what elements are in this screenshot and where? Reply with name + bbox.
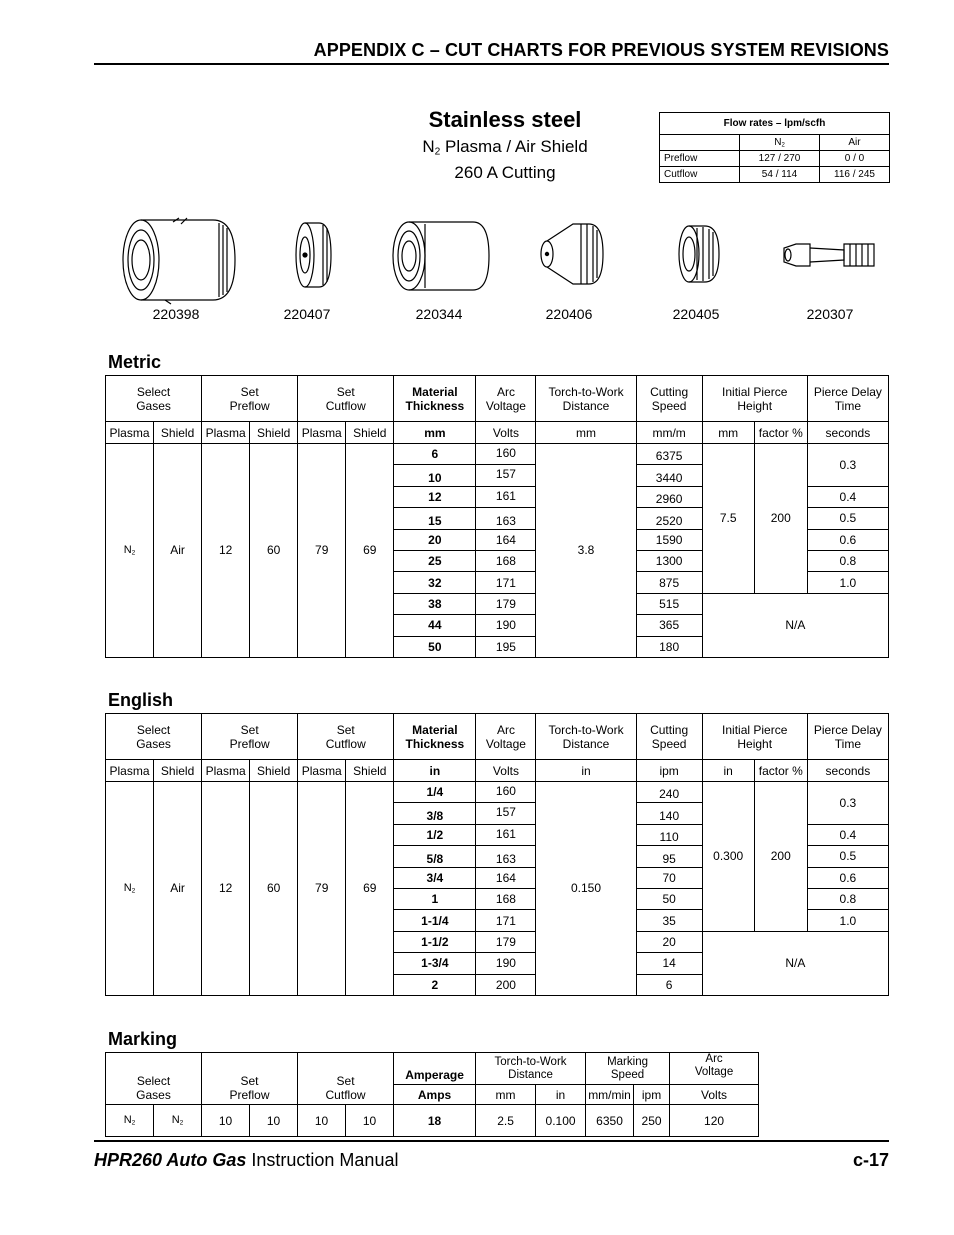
unit-cell: Volts	[476, 760, 536, 782]
thickness-cell: 6	[394, 444, 476, 465]
flow-cell: 54 / 114	[740, 167, 820, 183]
unit-cell: Plasma	[106, 760, 154, 782]
not-applicable-cell: N/A	[702, 593, 888, 657]
preflow-plasma-cell: 12	[202, 782, 250, 996]
delay-cell: 0.5	[807, 508, 888, 529]
gas-shield-cell: Air	[154, 444, 202, 658]
header-pierce-delay: Pierce Delay Time	[807, 714, 888, 760]
unit-cell: factor %	[754, 760, 807, 782]
speed-cell: 365	[636, 615, 702, 636]
marking-preflow-shield: 10	[250, 1105, 298, 1137]
voltage-cell: 157	[476, 803, 536, 824]
speed-cell: 2960	[636, 486, 702, 507]
flow-col-n2: $N_2$	[740, 135, 820, 151]
flow-cell: 127 / 270	[740, 151, 820, 167]
delay-cell: 0.4	[807, 486, 888, 507]
marking-unit-mm-min: mm/min	[586, 1085, 634, 1105]
unit-cell: seconds	[807, 760, 888, 782]
speed-cell: 35	[636, 910, 702, 931]
delay-cell: 0.6	[807, 867, 888, 888]
marking-unit-amps: Amps	[394, 1085, 476, 1105]
pierce-factor-cell: 200	[754, 444, 807, 594]
voltage-cell: 164	[476, 529, 536, 550]
unit-cell: Shield	[250, 760, 298, 782]
speed-cell: 110	[636, 824, 702, 845]
header-cutting-speed: Cutting Speed	[636, 376, 702, 422]
unit-cell: in	[394, 760, 476, 782]
delay-cell: 0.4	[807, 824, 888, 845]
thickness-cell: 1-1/4	[394, 910, 476, 931]
voltage-cell: 179	[476, 931, 536, 952]
thickness-cell: 20	[394, 529, 476, 550]
part-number: 220344	[415, 306, 463, 322]
part-number: 220307	[806, 306, 854, 322]
marking-cutflow-shield: 10	[346, 1105, 394, 1137]
thickness-cell: 1-3/4	[394, 953, 476, 974]
marking-unit-volts: Volts	[670, 1085, 759, 1105]
speed-cell: 6	[636, 974, 702, 995]
retaining-cap-drawing	[385, 214, 495, 298]
speed-cell: 140	[636, 803, 702, 824]
marking-unit-mm: mm	[476, 1085, 536, 1105]
footer-manual-title: HPR260 Auto Gas Instruction Manual	[94, 1150, 399, 1170]
header-initial-pierce: Initial Pierce Height	[702, 376, 807, 422]
unit-cell: mm	[702, 422, 754, 444]
unit-cell: in	[702, 760, 754, 782]
delay-cell: 0.3	[807, 782, 888, 825]
speed-cell: 180	[636, 636, 702, 657]
unit-cell: mm/m	[636, 422, 702, 444]
delay-cell: 0.3	[807, 444, 888, 487]
metric-label: Metric	[108, 352, 162, 372]
voltage-cell: 161	[476, 824, 536, 845]
thickness-cell: 1	[394, 888, 476, 909]
delay-cell: 0.6	[807, 529, 888, 550]
header-set-cutflow: Set Cutflow	[298, 376, 394, 422]
cutflow-plasma-cell: 79	[298, 444, 346, 658]
speed-cell: 70	[636, 867, 702, 888]
cutflow-shield-cell: 69	[346, 782, 394, 996]
part-number: 220407	[283, 306, 331, 322]
thickness-cell: 10	[394, 465, 476, 486]
voltage-cell: 160	[476, 444, 536, 465]
unit-cell: in	[536, 760, 636, 782]
voltage-cell: 190	[476, 953, 536, 974]
unit-cell: Shield	[154, 760, 202, 782]
marking-header-amperage: Amperage	[394, 1053, 476, 1085]
pierce-factor-cell: 200	[754, 782, 807, 932]
not-applicable-cell: N/A	[702, 931, 888, 995]
footer-rule	[94, 1140, 889, 1142]
shield-drawing	[289, 214, 337, 296]
thickness-cell: 12	[394, 486, 476, 507]
english-cut-table	[105, 713, 889, 996]
speed-cell: 50	[636, 888, 702, 909]
voltage-cell: 190	[476, 615, 536, 636]
header-select-gases: Select Gases	[106, 714, 202, 760]
unit-cell: Shield	[346, 422, 394, 444]
part-number: 220398	[152, 306, 200, 322]
shield-cap-drawing	[113, 214, 243, 306]
header-arc-voltage: Arc Voltage	[476, 714, 536, 760]
delay-cell: 0.8	[807, 550, 888, 571]
flow-row-label: Preflow	[660, 151, 740, 167]
thickness-cell: 38	[394, 593, 476, 614]
unit-cell: Shield	[250, 422, 298, 444]
header-select-gases: Select Gases	[106, 376, 202, 422]
unit-cell: Plasma	[106, 422, 154, 444]
voltage-cell: 171	[476, 910, 536, 931]
speed-cell: 2520	[636, 508, 702, 529]
marking-cutflow-plasma: 10	[298, 1105, 346, 1137]
gas-plasma-cell: $N_2$	[106, 444, 154, 658]
thickness-cell: 15	[394, 508, 476, 529]
speed-cell: 20	[636, 931, 702, 952]
marking-speed-ipm: 250	[634, 1105, 670, 1137]
flow-row-label: Cutflow	[660, 167, 740, 183]
thickness-cell: 1-1/2	[394, 931, 476, 952]
unit-cell: Plasma	[298, 422, 346, 444]
flow-col-air: Air	[820, 135, 890, 151]
delay-cell: 0.5	[807, 846, 888, 867]
voltage-cell: 163	[476, 846, 536, 867]
pierce-height-cell: 0.300	[702, 782, 754, 932]
speed-cell: 1590	[636, 529, 702, 550]
delay-cell: 1.0	[807, 572, 888, 593]
unit-cell: ipm	[636, 760, 702, 782]
voltage-cell: 171	[476, 572, 536, 593]
marking-header-select-gases: Select Gases	[106, 1053, 202, 1105]
page-number: c-17	[852, 1150, 889, 1170]
unit-cell: Shield	[154, 422, 202, 444]
marking-header-set-cutflow: Set Cutflow	[298, 1053, 394, 1105]
speed-cell: 14	[636, 953, 702, 974]
voltage-cell: 200	[476, 974, 536, 995]
thickness-cell: 1/2	[394, 824, 476, 845]
voltage-cell: 161	[476, 486, 536, 507]
header-set-cutflow: Set Cutflow	[298, 714, 394, 760]
thickness-cell: 44	[394, 615, 476, 636]
flow-rates-table	[659, 112, 890, 183]
marking-header-marking-speed: Marking Speed	[586, 1053, 670, 1085]
header-pierce-delay: Pierce Delay Time	[807, 376, 888, 422]
unit-cell: mm	[536, 422, 636, 444]
speed-cell: 240	[636, 782, 702, 803]
marking-header-torch-to-work: Torch-to-Work Distance	[476, 1053, 586, 1085]
marking-preflow-plasma: 10	[202, 1105, 250, 1137]
preflow-shield-cell: 60	[250, 444, 298, 658]
page-subtitle-current: 260 A Cutting	[454, 163, 556, 182]
preflow-shield-cell: 60	[250, 782, 298, 996]
voltage-cell: 157	[476, 465, 536, 486]
english-label: English	[108, 690, 174, 710]
swirl-ring-drawing	[675, 214, 725, 294]
gas-shield-cell: Air	[154, 782, 202, 996]
marking-volts: 120	[670, 1105, 759, 1137]
speed-cell: 1300	[636, 550, 702, 571]
header-material-thickness: Material Thickness	[394, 376, 476, 422]
preflow-plasma-cell: 12	[202, 444, 250, 658]
part-number: 220405	[672, 306, 720, 322]
flow-cell: 0 / 0	[820, 151, 890, 167]
delay-cell: 0.8	[807, 888, 888, 909]
distance-cell: 0.150	[536, 782, 636, 996]
marking-header-set-preflow: Set Preflow	[202, 1053, 298, 1105]
thickness-cell: 25	[394, 550, 476, 571]
gas-plasma-cell: $N_2$	[106, 782, 154, 996]
thickness-cell: 3/4	[394, 867, 476, 888]
marking-unit-in: in	[536, 1085, 586, 1105]
header-set-preflow: Set Preflow	[202, 714, 298, 760]
speed-cell: 6375	[636, 444, 702, 465]
header-initial-pierce: Initial Pierce Height	[702, 714, 807, 760]
voltage-cell: 164	[476, 867, 536, 888]
unit-cell: factor %	[754, 422, 807, 444]
marking-table	[105, 1052, 759, 1137]
thickness-cell: 1/4	[394, 782, 476, 803]
thickness-cell: 5/8	[394, 846, 476, 867]
cutflow-shield-cell: 69	[346, 444, 394, 658]
marking-label: Marking	[108, 1029, 178, 1049]
voltage-cell: 168	[476, 888, 536, 909]
marking-shield-cell: $N_2$	[154, 1105, 202, 1137]
speed-cell: 95	[636, 846, 702, 867]
marking-header-arc-voltage: Arc Voltage	[670, 1053, 759, 1085]
unit-cell: Plasma	[202, 422, 250, 444]
flow-cell: 116 / 245	[820, 167, 890, 183]
marking-distance-mm: 2.5	[476, 1105, 536, 1137]
unit-cell: mm	[394, 422, 476, 444]
header-set-preflow: Set Preflow	[202, 376, 298, 422]
marking-plasma-cell: $N_2$	[106, 1105, 154, 1137]
speed-cell: 3440	[636, 465, 702, 486]
marking-amps: 18	[394, 1105, 476, 1137]
marking-speed-mm-min: 6350	[586, 1105, 634, 1137]
metric-cut-table	[105, 375, 889, 658]
voltage-cell: 168	[476, 550, 536, 571]
header-torch-to-work: Torch-to-Work Distance	[536, 376, 636, 422]
thickness-cell: 50	[394, 636, 476, 657]
unit-cell: Shield	[346, 760, 394, 782]
cutflow-plasma-cell: 79	[298, 782, 346, 996]
unit-cell: Volts	[476, 422, 536, 444]
part-number: 220406	[545, 306, 593, 322]
header-arc-voltage: Arc Voltage	[476, 376, 536, 422]
unit-cell: Plasma	[202, 760, 250, 782]
nozzle-drawing	[537, 214, 609, 294]
voltage-cell: 163	[476, 508, 536, 529]
delay-cell: 1.0	[807, 910, 888, 931]
section-header: APPENDIX C – CUT CHARTS FOR PREVIOUS SYSTEM REVISIONS	[313, 40, 889, 60]
unit-cell: Plasma	[298, 760, 346, 782]
speed-cell: 875	[636, 572, 702, 593]
thickness-cell: 2	[394, 974, 476, 995]
distance-cell: 3.8	[536, 444, 636, 658]
page-title: Stainless steel	[428, 107, 582, 132]
marking-distance-in: 0.100	[536, 1105, 586, 1137]
electrode-drawing	[780, 214, 880, 294]
unit-cell: seconds	[807, 422, 888, 444]
marking-unit-ipm: ipm	[634, 1085, 670, 1105]
header-rule	[94, 63, 889, 65]
page-subtitle-gases: $N_2$ Plasma / Air Shield	[422, 137, 588, 158]
header-cutting-speed: Cutting Speed	[636, 714, 702, 760]
thickness-cell: 3/8	[394, 803, 476, 824]
voltage-cell: 179	[476, 593, 536, 614]
thickness-cell: 32	[394, 572, 476, 593]
header-torch-to-work: Torch-to-Work Distance	[536, 714, 636, 760]
voltage-cell: 195	[476, 636, 536, 657]
speed-cell: 515	[636, 593, 702, 614]
voltage-cell: 160	[476, 782, 536, 803]
pierce-height-cell: 7.5	[702, 444, 754, 594]
flow-rates-title: Flow rates – lpm/scfh	[660, 113, 890, 135]
header-material-thickness: Material Thickness	[394, 714, 476, 760]
